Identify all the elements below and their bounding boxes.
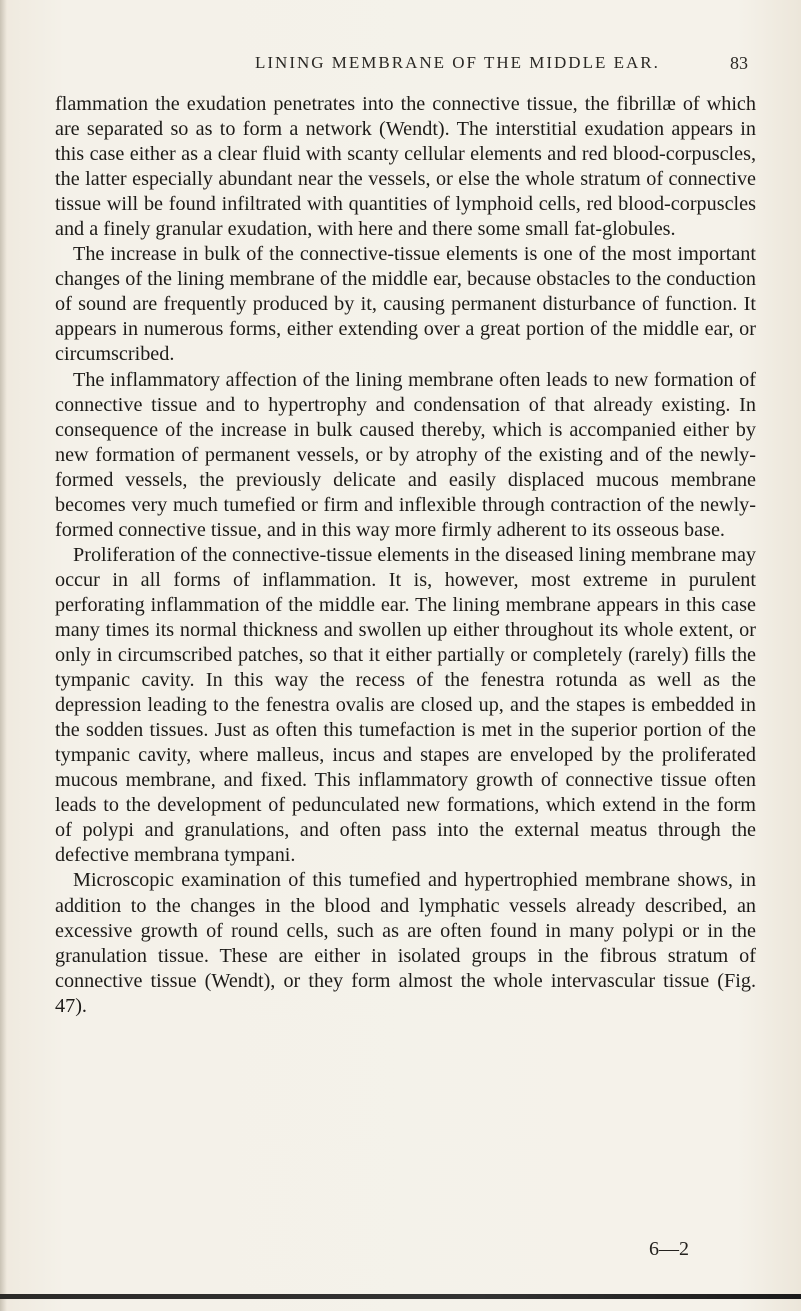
paragraph-3: The inflammatory affection of the lining membrane often leads to new formation of connective tissue and to hypertrophy and condensation of that already existing. In consequence of the increase in bulk caused thereby, which is accompanied either by new formation of permanent vessels, or by atrophy of the existing and of the newly-formed vessels, the previously delicate and easily displaced mucous membrane becomes very much tumefied or firm and inflexible through contraction of the newly-formed connective tissue, and in this way more firmly adherent to its osseous base.	[55, 368, 756, 541]
paragraph-5: Microscopic examination of this tumefied and hypertrophied membrane shows, in addition to the changes in the blood and lymphatic vessels already described, an excessive growth of round cells, such as are often found in many polypi or in the granulation tissue. These are either in isolated groups in the fibrous stratum of connective tissue (Wendt), or they form almost the whole intervascular tissue (Fig. 47).	[55, 869, 756, 1017]
page-gutter-shadow	[0, 0, 7, 1311]
bottom-edge-rule	[0, 1294, 801, 1299]
body-text	[55, 92, 756, 1019]
printer-signature: 6—2	[649, 1238, 689, 1260]
paragraph-2: The increase in bulk of the connective-tissue elements is one of the most important changes of the lining membrane of the middle ear, because obstacles to the conduction of sound are frequently produced by it, causing permanent disturbance of function. It appears in numerous forms, either extending over a great portion of the middle ear, or circumscribed.	[55, 243, 756, 366]
paragraph-1: flammation the exudation penetrates into the connective tissue, the fibrillæ of which are separated so as to form a network (Wendt). The interstitial exudation appears in this case either as a clear fluid with scanty cellular elements and red blood-corpuscles, the latter especially abundant near the vessels, or else the whole stratum of connective tissue will be found infiltrated with quantities of lymphoid cells, red blood-corpuscles and a finely granular exudation, with here and there some small fat-globules.	[55, 93, 756, 241]
page-number: 83	[730, 53, 748, 73]
running-title: LINING MEMBRANE OF THE MIDDLE EAR.	[255, 53, 660, 72]
paragraph-4: Proliferation of the connective-tissue elements in the diseased lining membrane may occur in all forms of inflammation. It is, however, most extreme in purulent perforating inflammation of the middle ear. The lining membrane appears in this case many times its normal thickness and swollen up either throughout its whole extent, or only in circumscribed patches, so that it either partially or completely (rarely) fills the tympanic cavity. In this way the recess of the fenestra rotunda as well as the depression leading to the fenestra ovalis are closed up, and the stapes is embedded in the sodden tissues. Just as often this tumefaction is met in the superior portion of the tympanic cavity, where malleus, incus and stapes are enveloped by the proliferated mucous membrane, and fixed. This inflammatory growth of connective tissue often leads to the development of pedunculated new formations, which extend in the form of polypi and granulations, and often pass into the external meatus through the defective membrana tympani.	[55, 543, 756, 867]
